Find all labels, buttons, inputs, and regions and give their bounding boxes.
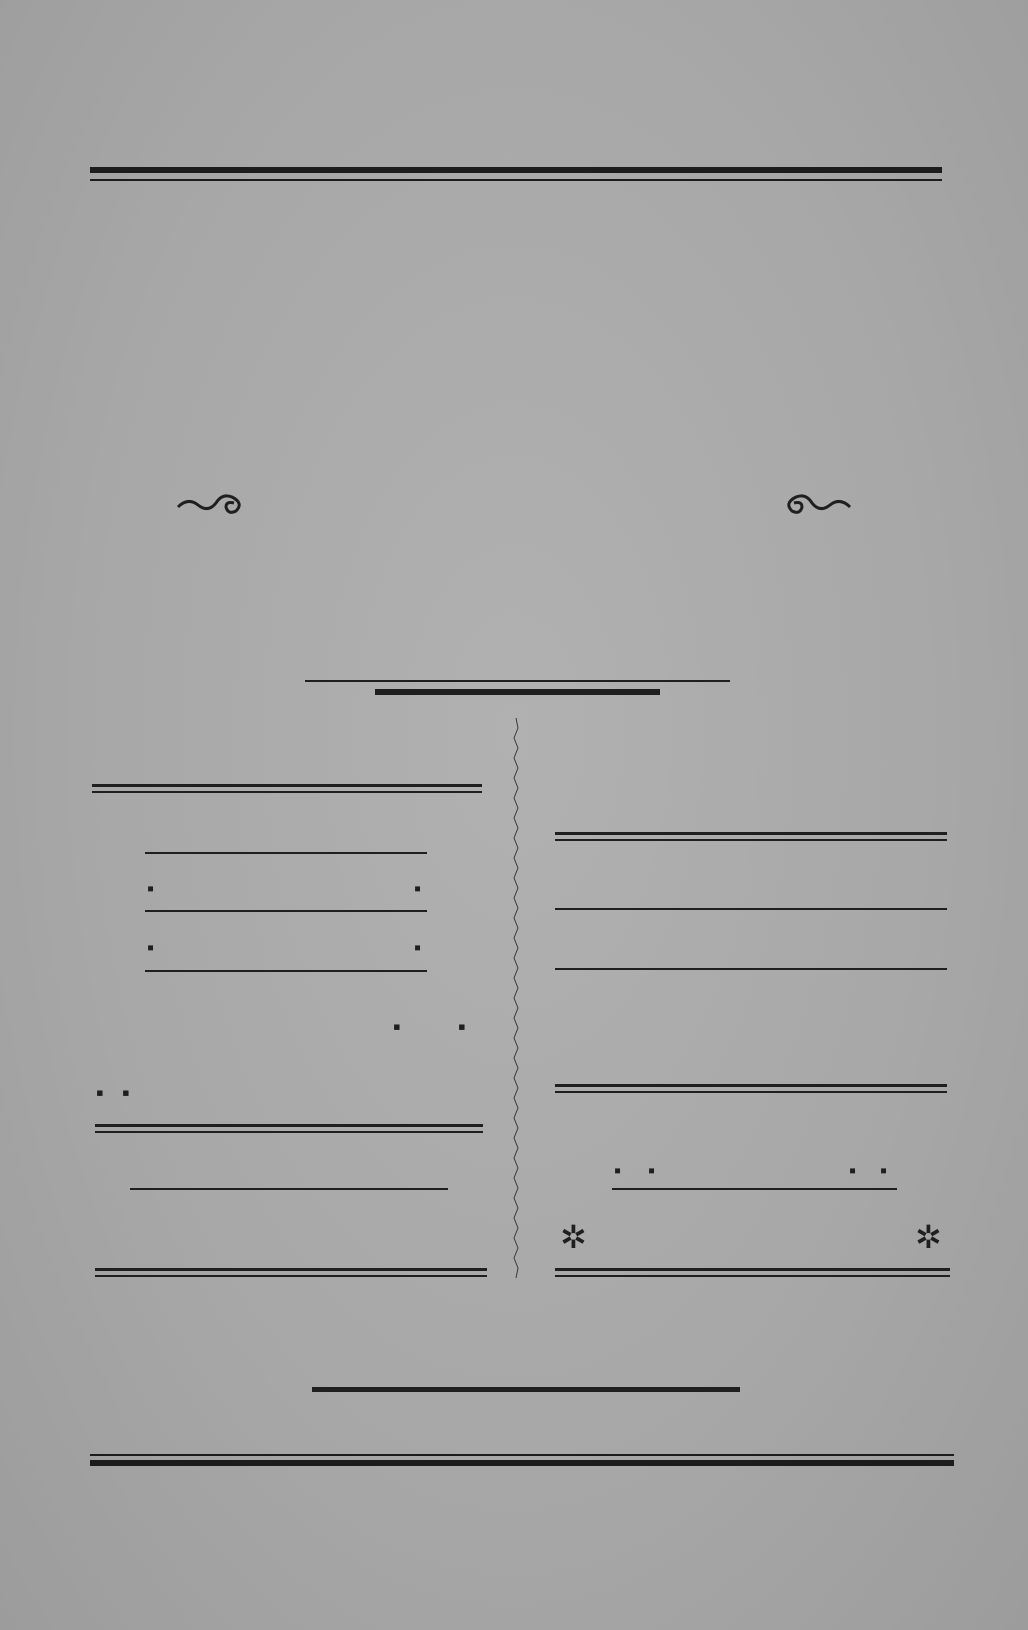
bullet-icon: ▪ bbox=[414, 878, 422, 900]
bullet-icon: ▪ bbox=[147, 937, 155, 959]
underline bbox=[555, 968, 947, 970]
underline bbox=[555, 1084, 947, 1087]
divider bbox=[375, 689, 660, 695]
bullet-icon: ▪ bbox=[393, 1014, 401, 1039]
underline bbox=[145, 852, 427, 854]
underline bbox=[92, 791, 482, 793]
top-ornamental-border bbox=[90, 95, 942, 190]
underline bbox=[145, 910, 427, 912]
bullet-icon: ▪ bbox=[414, 937, 422, 959]
underline bbox=[95, 1131, 483, 1133]
bullet-icon: ▪ bbox=[458, 1014, 466, 1039]
bullet-icon: ▪ bbox=[849, 1160, 857, 1182]
column-separator bbox=[512, 718, 520, 1278]
underline bbox=[555, 1091, 947, 1093]
bottom-ornamental-border bbox=[90, 1450, 954, 1550]
scroll-ornament-icon bbox=[176, 487, 250, 517]
bullet-icon: ▪ bbox=[122, 1080, 130, 1105]
underline bbox=[95, 1275, 487, 1277]
underline bbox=[130, 1188, 448, 1190]
bullet-icon: ▪ bbox=[880, 1160, 888, 1182]
star-icon: ✲ bbox=[560, 1219, 587, 1255]
bullet-icon: ▪ bbox=[96, 1080, 104, 1105]
underline bbox=[555, 832, 947, 835]
underline bbox=[612, 1188, 897, 1190]
scroll-ornament-icon bbox=[778, 487, 852, 517]
underline bbox=[555, 1268, 950, 1271]
underline bbox=[95, 1268, 487, 1271]
underline bbox=[92, 784, 482, 787]
divider bbox=[312, 1387, 740, 1392]
bullet-icon: ▪ bbox=[648, 1160, 656, 1182]
bullet-icon: ▪ bbox=[147, 878, 155, 900]
bullet-icon: ▪ bbox=[614, 1160, 622, 1182]
underline bbox=[555, 839, 947, 841]
star-icon: ✲ bbox=[915, 1219, 942, 1255]
underline bbox=[555, 1275, 950, 1277]
underline bbox=[145, 970, 427, 972]
divider bbox=[305, 680, 730, 682]
underline bbox=[95, 1124, 483, 1127]
underline bbox=[555, 908, 947, 910]
